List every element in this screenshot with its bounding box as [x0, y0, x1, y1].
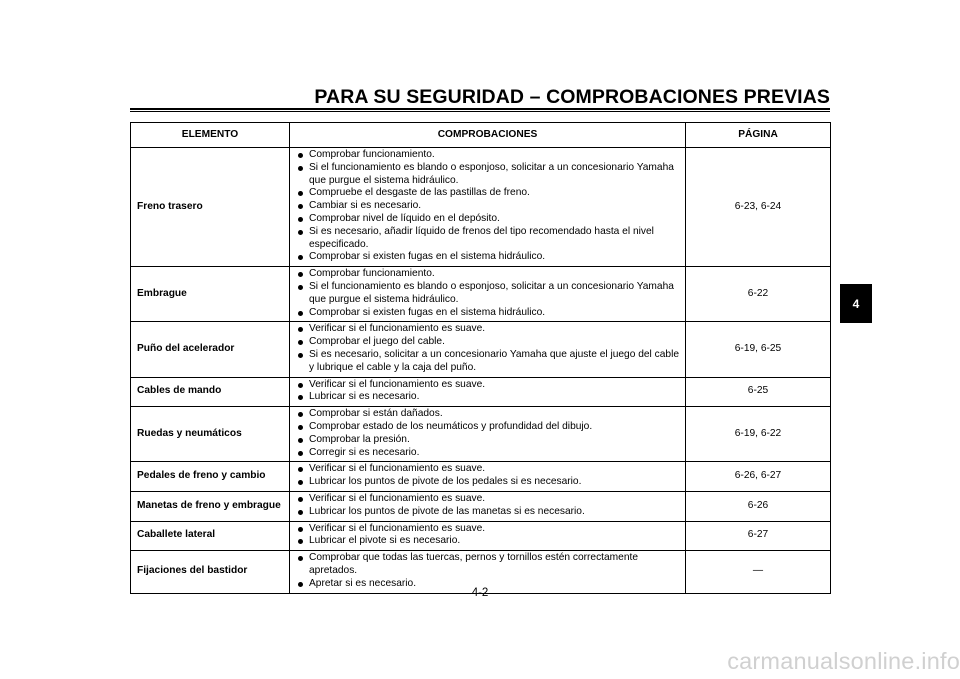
check-text: Comprobar si existen fugas en el sistema hidráulico. — [309, 306, 546, 318]
check-text: Compruebe el desgaste de las pastillas de freno. — [309, 187, 530, 199]
check-text: Verificar si el funcionamiento es suave. — [309, 323, 486, 335]
check-text: Verificar si el funcionamiento es suave. — [309, 463, 486, 475]
table-row — [131, 491, 831, 521]
row-element: Freno trasero — [131, 148, 290, 267]
table-row — [131, 267, 831, 322]
row-page: 6-22 — [686, 267, 831, 322]
bullet-icon — [298, 527, 303, 532]
table-row — [131, 407, 831, 462]
list-item — [294, 307, 681, 320]
page-title: PARA SU SEGURIDAD – COMPROBACIONES PREVIAS — [314, 86, 830, 108]
header-element: ELEMENTO — [131, 123, 290, 148]
header-page: PÁGINA — [686, 123, 831, 148]
row-page: 6-23, 6-24 — [686, 148, 831, 267]
check-text: Lubricar los puntos de pivote de las manetas si es necesario. — [309, 505, 585, 517]
check-text: Comprobar funcionamiento. — [309, 268, 435, 280]
check-text: Comprobar si existen fugas en el sistema hidráulico. — [309, 251, 546, 263]
checks-list — [294, 493, 681, 519]
row-element: Pedales de freno y cambio — [131, 462, 290, 492]
header-checks: COMPROBACIONES — [290, 123, 686, 148]
bullet-icon — [298, 191, 303, 196]
list-item — [294, 162, 681, 188]
bullet-icon — [298, 395, 303, 400]
bullet-icon — [298, 353, 303, 358]
list-item — [294, 421, 681, 434]
list-item — [294, 434, 681, 447]
check-text: Cambiar si es necesario. — [309, 200, 422, 212]
row-page: 6-19, 6-25 — [686, 322, 831, 377]
bullet-icon — [298, 412, 303, 417]
check-text: Verificar si el funcionamiento es suave. — [309, 378, 486, 390]
row-page: 6-19, 6-22 — [686, 407, 831, 462]
list-item — [294, 506, 681, 519]
bullet-icon — [298, 497, 303, 502]
row-element: Ruedas y neumáticos — [131, 407, 290, 462]
list-item — [294, 391, 681, 404]
bullet-icon — [298, 556, 303, 561]
bullet-icon — [298, 230, 303, 235]
bullet-icon — [298, 539, 303, 544]
row-checks — [290, 491, 686, 521]
bullet-icon — [298, 582, 303, 587]
bullet-icon — [298, 383, 303, 388]
row-checks — [290, 322, 686, 377]
row-page: 6-26 — [686, 491, 831, 521]
list-item — [294, 268, 681, 281]
check-text: Lubricar los puntos de pivote de los pedales si es necesario. — [309, 476, 582, 488]
bullet-icon — [298, 510, 303, 515]
list-item — [294, 379, 681, 392]
table-row — [131, 521, 831, 551]
row-checks — [290, 377, 686, 407]
bullet-icon — [298, 272, 303, 277]
checks-list — [294, 408, 681, 459]
page-number: 4-2 — [471, 587, 489, 599]
chapter-tab: 4 — [840, 284, 872, 323]
row-element: Fijaciones del bastidor — [131, 551, 290, 593]
list-item — [294, 323, 681, 336]
list-item — [294, 535, 681, 548]
checks-list — [294, 323, 681, 374]
checks-list — [294, 268, 681, 319]
check-text: Apretar si es necesario. — [309, 577, 417, 589]
check-text: Comprobar que todas las tuercas, pernos y tornillos estén correctamente apretados. — [309, 552, 638, 576]
check-text: Si es necesario, añadir líquido de frenos del tipo recomendado hasta el nivel especificado. — [309, 225, 654, 250]
check-text: Si el funcionamiento es blando o esponjoso, solicitar a un concesionario Yamaha que purgue el sistema hidráulico. — [309, 161, 674, 186]
row-page: 6-27 — [686, 521, 831, 551]
check-text: Comprobar el juego del cable. — [309, 336, 445, 348]
check-text: Corregir si es necesario. — [309, 446, 420, 458]
list-item — [294, 281, 681, 307]
row-element: Embrague — [131, 267, 290, 322]
check-text: Verificar si el funcionamiento es suave. — [309, 492, 486, 504]
check-text: Comprobar funcionamiento. — [309, 149, 435, 160]
check-text: Si es necesario, solicitar a un concesionario Yamaha que ajuste el juego del cable y lubrique el cable y la caja del puño. — [309, 348, 679, 373]
list-item — [294, 200, 681, 213]
pre-operation-checks-table — [130, 122, 831, 594]
bullet-icon — [298, 438, 303, 443]
list-item — [294, 336, 681, 349]
row-checks — [290, 267, 686, 322]
row-page: — — [686, 551, 831, 593]
row-element: Cables de mando — [131, 377, 290, 407]
row-checks — [290, 148, 686, 267]
check-text: Verificar si el funcionamiento es suave. — [309, 522, 486, 534]
check-text: Comprobar estado de los neumáticos y profundidad del dibujo. — [309, 420, 593, 432]
table-row — [131, 462, 831, 492]
row-element: Caballete lateral — [131, 521, 290, 551]
bullet-icon — [298, 204, 303, 209]
list-item — [294, 552, 681, 578]
list-item — [294, 213, 681, 226]
table-row — [131, 148, 831, 267]
check-text: Comprobar si están dañados. — [309, 408, 443, 420]
bullet-icon — [298, 451, 303, 456]
bullet-icon — [298, 327, 303, 332]
row-checks — [290, 407, 686, 462]
row-element: Manetas de freno y embrague — [131, 491, 290, 521]
list-item — [294, 349, 681, 375]
list-item — [294, 476, 681, 489]
list-item — [294, 463, 681, 476]
checks-list — [294, 523, 681, 549]
bullet-icon — [298, 153, 303, 158]
bullet-icon — [298, 340, 303, 345]
row-page: 6-26, 6-27 — [686, 462, 831, 492]
list-item — [294, 149, 681, 162]
list-item — [294, 187, 681, 200]
bullet-icon — [298, 467, 303, 472]
table-header-row — [131, 123, 831, 148]
title-rule-thin — [130, 111, 830, 112]
check-text: Lubricar el pivote si es necesario. — [309, 535, 461, 547]
bullet-icon — [298, 425, 303, 430]
row-checks — [290, 462, 686, 492]
bullet-icon — [298, 255, 303, 260]
row-page: 6-25 — [686, 377, 831, 407]
list-item — [294, 493, 681, 506]
list-item — [294, 251, 681, 264]
checks-list — [294, 149, 681, 264]
row-checks — [290, 521, 686, 551]
check-text: Comprobar la presión. — [309, 433, 410, 445]
checks-list — [294, 379, 681, 405]
checks-list — [294, 463, 681, 489]
bullet-icon — [298, 285, 303, 290]
title-rule-thick — [130, 108, 830, 110]
checks-list — [294, 552, 681, 590]
table-row — [131, 322, 831, 377]
list-item — [294, 226, 681, 252]
list-item — [294, 523, 681, 536]
bullet-icon — [298, 217, 303, 222]
list-item — [294, 447, 681, 460]
watermark-text: carmanualsonline.info — [727, 648, 960, 674]
check-text: Lubricar si es necesario. — [309, 391, 420, 403]
table-body — [131, 148, 831, 594]
list-item — [294, 408, 681, 421]
check-text: Si el funcionamiento es blando o esponjoso, solicitar a un concesionario Yamaha que purgue el sistema hidráulico. — [309, 280, 674, 305]
row-element: Puño del acelerador — [131, 322, 290, 377]
bullet-icon — [298, 166, 303, 171]
check-text: Comprobar nivel de líquido en el depósito. — [309, 212, 500, 224]
bullet-icon — [298, 480, 303, 485]
table-row — [131, 377, 831, 407]
bullet-icon — [298, 311, 303, 316]
